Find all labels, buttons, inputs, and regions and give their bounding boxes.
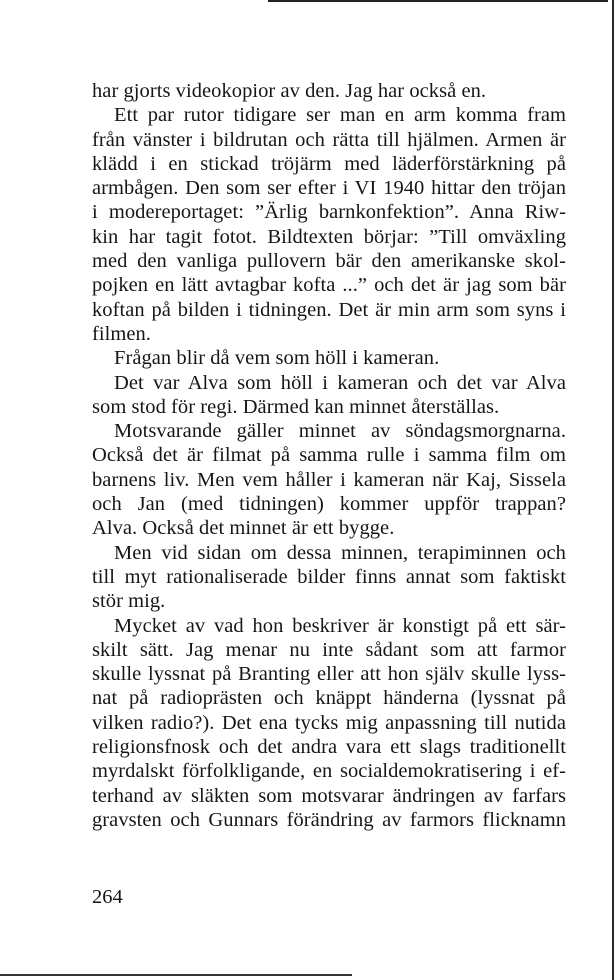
- text-line: Motsvarande gäller minnet av söndagsmorgnarna.: [114, 420, 566, 443]
- text-line: Men vid sidan om dessa minnen, terapiminnen och: [114, 541, 566, 564]
- text-line: gravsten och Gunnars förändring av farmors flicknamn: [92, 808, 566, 831]
- text-line: till myt rationaliserade bilder finns annat som faktiskt: [92, 565, 566, 588]
- text-line: Frågan blir då vem som höll i kameran.: [114, 347, 440, 370]
- text-line: armbågen. Den som ser efter i VI 1940 hittar den tröjan: [92, 177, 566, 200]
- text-line: Ett par rutor tidigare ser man en arm komma fram: [114, 104, 566, 127]
- scan-edge-right: [612, 0, 614, 980]
- text-line: från vänster i bildrutan och rätta till hjälmen. Armen är: [92, 128, 566, 151]
- text-line: vilken radio?). Det ena tycks mig anpassning till nutida: [92, 711, 566, 734]
- text-line: Det var Alva som höll i kameran och det var Alva: [114, 371, 566, 394]
- text-line: stör mig.: [92, 590, 166, 613]
- text-line: som stod för regi. Därmed kan minnet återställas.: [92, 395, 500, 418]
- text-line: nat på radioprästen och knäppt händerna (lyssnat på: [92, 687, 566, 710]
- text-line: Alva. Också det minnet är ett bygge.: [92, 517, 395, 540]
- text-line: terhand av släkten som motsvarar ändringen av farfars: [92, 784, 566, 807]
- scan-edge-bottom: [0, 974, 352, 976]
- text-line: Också det är filmat på samma rulle i samma film om: [92, 444, 566, 467]
- text-line: barnens liv. Men vem håller i kameran när Kaj, Sissela: [92, 468, 566, 491]
- text-line: filmen.: [92, 322, 151, 345]
- text-line: myrdalskt förfolkligande, en socialdemokratisering i ef-: [92, 760, 566, 783]
- text-line: och Jan (med tidningen) kommer uppför trappan?: [92, 493, 566, 516]
- text-line: skilt sätt. Jag menar nu inte sådant som att farmor: [92, 638, 566, 661]
- text-line: har gjorts videokopior av den. Jag har också en.: [92, 80, 487, 102]
- text-line: skulle lyssnat på Branting eller att hon själv skulle lyss-: [92, 663, 566, 686]
- text-line: i modereportaget: ”Ärlig barnkonfektion”. Anna Riw-: [92, 201, 566, 224]
- text-line: kin har tagit fotot. Bildtexten börjar: ”Till omväxling: [92, 225, 566, 248]
- text-line: pojken en lätt avtagbar kofta ...” och det är jag som bär: [92, 274, 566, 297]
- text-line: med den vanliga pullovern bär den amerikanske skol-: [92, 250, 566, 273]
- body-text: [92, 79, 566, 832]
- text-line: koftan på bilden i tidningen. Det är min arm som syns i: [92, 298, 566, 321]
- scan-edge-top: [268, 0, 608, 2]
- text-line: Mycket av vad hon beskriver är konstigt på ett sär-: [114, 614, 566, 637]
- text-line: klädd i en stickad tröjärm med läderförstärkning på: [92, 152, 566, 175]
- text-line: religionsfnosk och det andra vara ett slags traditionellt: [92, 736, 566, 759]
- page-number: 264: [92, 886, 123, 908]
